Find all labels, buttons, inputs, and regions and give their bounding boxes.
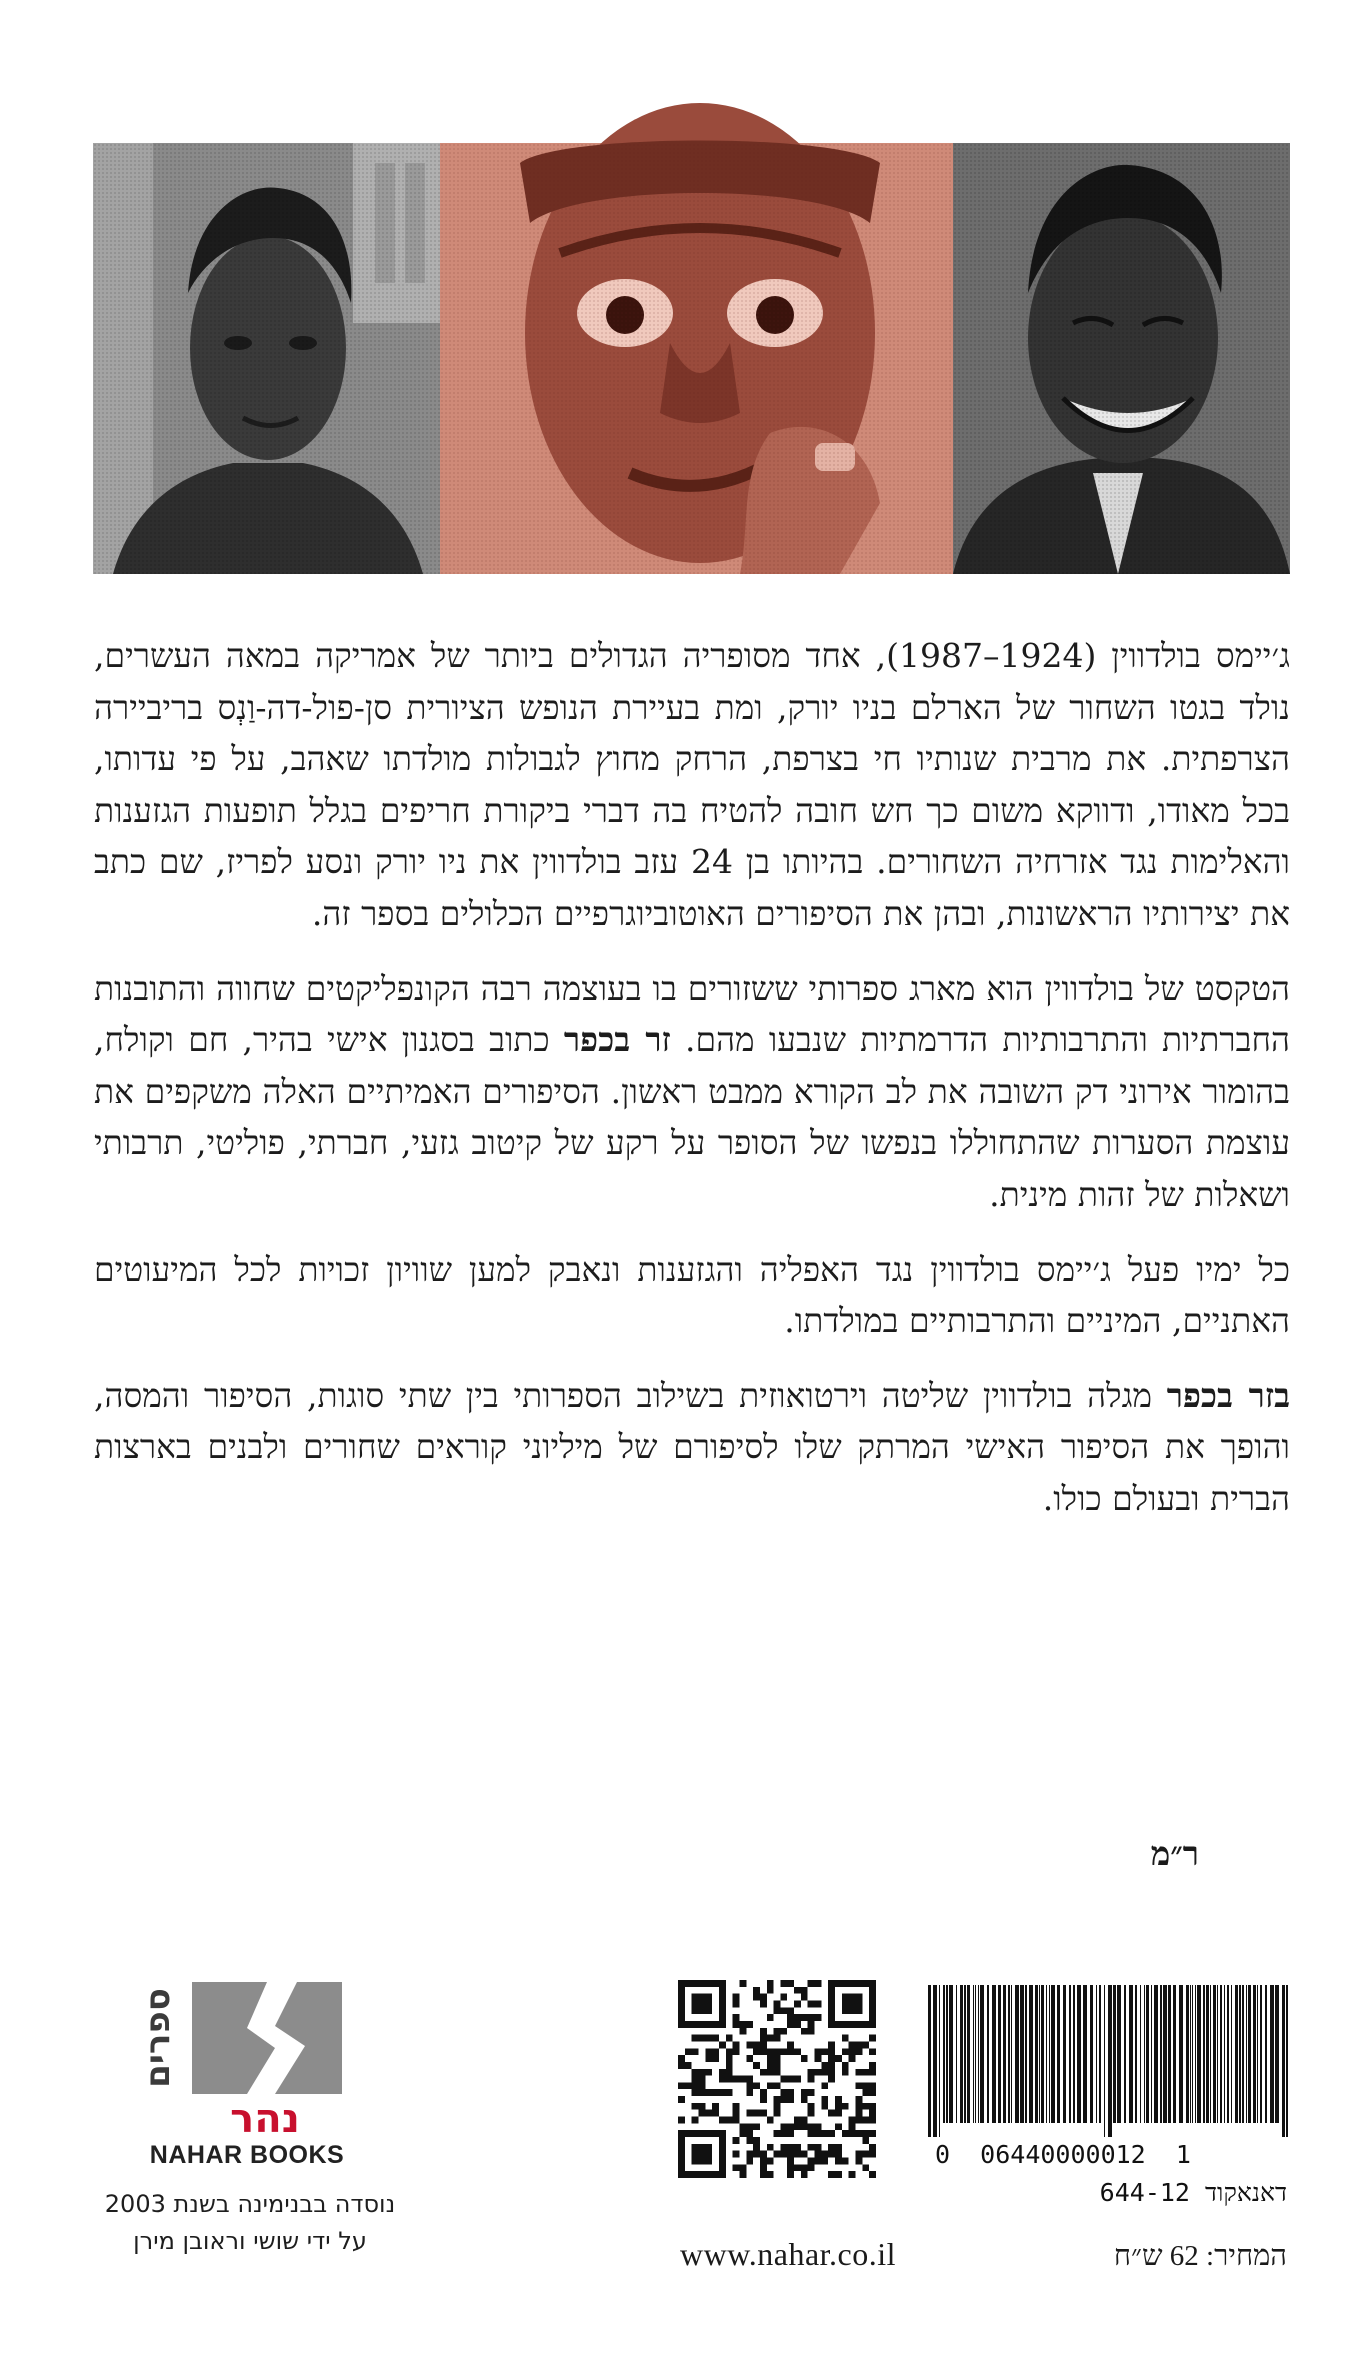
publisher-name: NAHAR BOOKS xyxy=(149,2141,345,2169)
book-title-inline: בזר בכפר xyxy=(1166,1375,1290,1415)
author-photo-right xyxy=(953,143,1290,574)
portrait-center-icon xyxy=(440,143,953,574)
barcode-number xyxy=(935,2140,1285,2169)
author-photo-left xyxy=(93,143,440,574)
blurb-text: מגלה בולדווין שליטה וירטואוזית בשילוב הספרותי בין שתי סוגות, הסיפור והמסה, והופך את הסיפור האישי המרתק שלו לסיפורם של מיליוני קוראים שחורים ולבנים בארצות הברית ובעולם כולו. xyxy=(94,1375,1290,1518)
price-label: המחיר: 62 ש״ח xyxy=(1113,2240,1287,2272)
blurb-paragraph-4 xyxy=(94,1370,1290,1525)
qr-code-icon[interactable] xyxy=(678,1980,876,2178)
publisher-founders-line: על ידי שושי וראובן מירן xyxy=(133,2227,367,2255)
barcode-digit-right: 1 xyxy=(1175,2140,1191,2169)
blurb-paragraph-3 xyxy=(94,1244,1290,1347)
barcode-digits-middle: 06440000012 xyxy=(980,2140,1146,2169)
publisher-url[interactable]: www.nahar.co.il xyxy=(680,2236,897,2272)
blurb-paragraph-2 xyxy=(94,963,1290,1221)
blurb-text: הטקסט של בולדווין הוא מארג ספרותי ששזורים בו בעוצמה רבה הקונפליקטים שחווה והתובנות החברתיות והתרבותיות הדרמתיות שנבעו מהם. xyxy=(94,968,1291,1060)
back-cover-blurb xyxy=(94,630,1290,1548)
barcode-digit-left: 0 xyxy=(935,2140,951,2169)
nahar-books-logo-icon xyxy=(138,1976,347,2142)
author-photo-strip xyxy=(93,143,1290,574)
publisher-founded-line: נוסדה בבנימינה בשנת 2003 xyxy=(104,2190,396,2218)
book-title-inline: זר בכפר xyxy=(563,1020,671,1060)
logo-text-nahar: נהר xyxy=(230,2096,300,2142)
blurb-text: ג׳יימס בולדווין (1924–1987), אחד מסופריה הגדולים ביותר של אמריקה במאה העשרים, נולד בגטו השחור של הארלם בניו יורק, ומת בעיירת הנופש הציורית סן-פול-דה-וַנְס בריביירה הצרפתית. את מרבית שנותיו חי בצרפת, הרחק מחוץ לגבולות מולדתו שאהב, על פי עדותו, בכל מאודו, ודווקא משום כך חש חובה להטיח בה דברי ביקורת חריפים בגלל תופעות הגזענות והאלימות נגד אזרחיה השחורים. בהיותו בן 24 עזב בולדווין את ניו יורק ונסע לפריז, שם כתב את יצירותיו הראשונות, ובהן את הסיפורים האוטוביוגרפיים הכלולים בספר זה. xyxy=(94,636,1290,933)
author-photo-center xyxy=(440,143,953,574)
logo-text-sfarim: ספרים xyxy=(138,1988,178,2088)
portrait-left-icon xyxy=(93,143,440,574)
blurb-text: כתוב בסגנון אישי בהיר, חם וקולח, בהומור אירוני דק השובה את לב הקורא ממבט ראשון. הסיפורים האמיתיים האלה משקפים את עוצמת הסערות שהתחוללו בנפשו של הסופר על רקע של קיטוב גזעי, חברתי, פוליטי, תרבותי ושאלות של זהות מינית. xyxy=(94,1020,1290,1214)
signature: ר״מ xyxy=(1150,1834,1199,1873)
barcode-icon xyxy=(924,1985,1292,2137)
portrait-right-icon xyxy=(953,143,1290,574)
blurb-paragraph-1 xyxy=(94,630,1290,940)
danacode: דאנאקוד 644-12 xyxy=(1099,2178,1287,2207)
blurb-text: כל ימיו פעל ג׳יימס בולדווין נגד האפליה והגזענות ונאבק למען שוויון זכויות לכל המיעוטים האתניים, המיניים והתרבותיים במולדתו. xyxy=(94,1249,1290,1341)
